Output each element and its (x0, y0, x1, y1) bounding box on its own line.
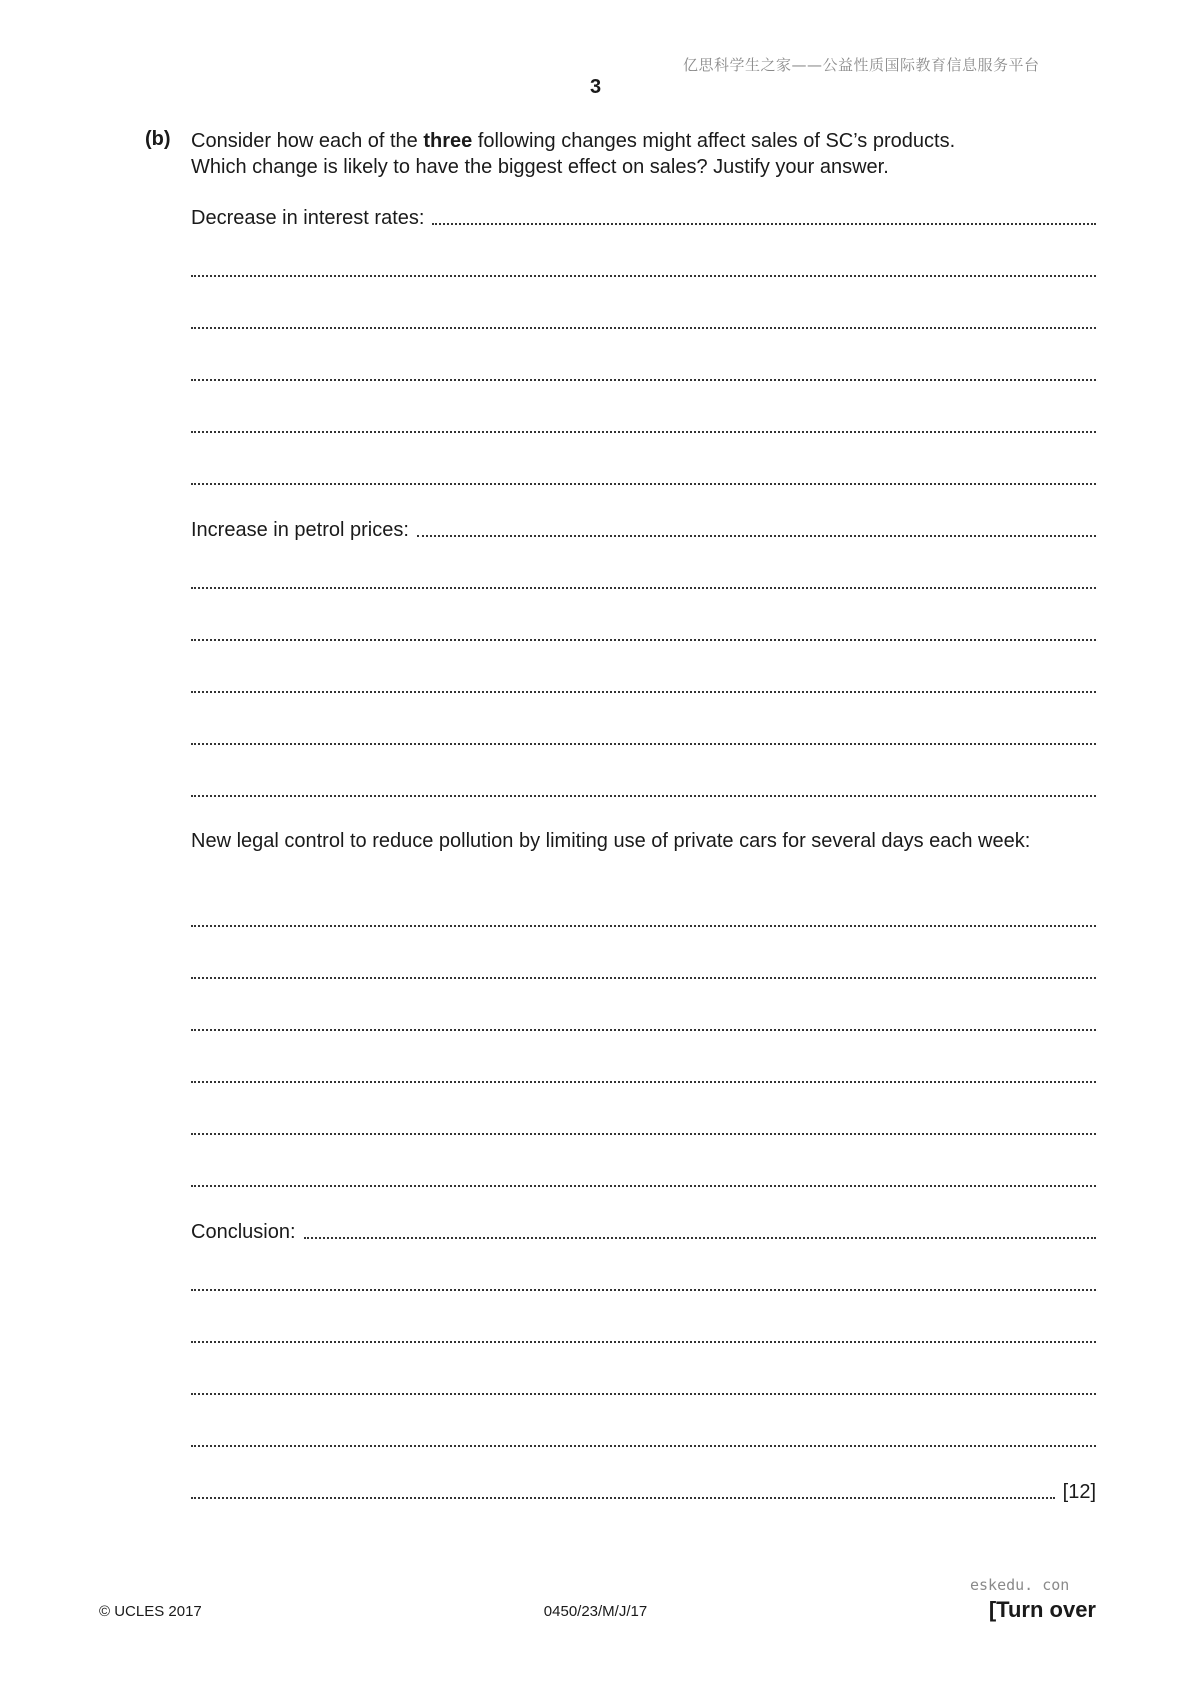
dotted-line (191, 738, 1096, 745)
dotted-line (417, 530, 1096, 537)
dotted-line (191, 322, 1096, 329)
dotted-line (191, 1024, 1096, 1031)
question-line1-post: following changes might affect sales of SC’s products. (472, 130, 956, 152)
question-line1-pre: Consider how each of the (191, 130, 424, 152)
conclusion-label: Conclusion: (191, 1221, 296, 1243)
answer-line-legal-5[interactable] (191, 1114, 1096, 1140)
answer-line-interest-1[interactable] (191, 204, 1096, 230)
dotted-line (191, 972, 1096, 979)
question-text (191, 128, 1091, 180)
dotted-line (191, 1492, 1055, 1499)
answer-line-conclusion-5[interactable] (191, 1426, 1096, 1452)
dotted-line (304, 1232, 1096, 1239)
answer-line-petrol-5[interactable] (191, 724, 1096, 750)
dotted-line (191, 478, 1096, 485)
dotted-line (191, 920, 1096, 927)
answer-line-conclusion-1[interactable] (191, 1218, 1096, 1244)
dotted-line (191, 1440, 1096, 1447)
question-label: (b) (145, 128, 171, 150)
dotted-line (191, 270, 1096, 277)
dotted-line (191, 1388, 1096, 1395)
copyright: © UCLES 2017 (99, 1603, 202, 1620)
legal-statement: New legal control to reduce pollution by limiting use of private cars for several days each week: (191, 830, 1031, 852)
answer-line-petrol-6[interactable] (191, 776, 1096, 802)
answer-line-petrol-4[interactable] (191, 672, 1096, 698)
dotted-line (191, 790, 1096, 797)
answer-line-interest-5[interactable] (191, 412, 1096, 438)
turn-over: [Turn over (988, 1597, 1096, 1622)
dotted-line (191, 634, 1096, 641)
petrol-label: Increase in petrol prices: (191, 519, 409, 541)
answer-line-legal-4[interactable] (191, 1062, 1096, 1088)
answer-line-legal-1[interactable] (191, 906, 1096, 932)
question-line1-bold: three (423, 130, 473, 152)
answer-line-legal-3[interactable] (191, 1010, 1096, 1036)
dotted-line (191, 1076, 1096, 1083)
dotted-line (191, 1128, 1096, 1135)
question-line2: Which change is likely to have the biggest effect on sales? Justify your answer. (191, 156, 889, 178)
answer-line-legal-2[interactable] (191, 958, 1096, 984)
dotted-line (432, 218, 1096, 225)
interest-label: Decrease in interest rates: (191, 207, 425, 229)
page-number: 3 (589, 76, 602, 98)
answer-line-interest-6[interactable] (191, 464, 1096, 490)
dotted-line (191, 1336, 1096, 1343)
answer-line-petrol-2[interactable] (191, 568, 1096, 594)
answer-line-interest-2[interactable] (191, 256, 1096, 282)
dotted-line (191, 1180, 1096, 1187)
answer-line-conclusion-4[interactable] (191, 1374, 1096, 1400)
dotted-line (191, 1284, 1096, 1291)
answer-line-conclusion-2[interactable] (191, 1270, 1096, 1296)
dotted-line (191, 686, 1096, 693)
answer-line-interest-4[interactable] (191, 360, 1096, 386)
footer-watermark: eskedu. con (970, 1576, 1070, 1594)
answer-line-interest-3[interactable] (191, 308, 1096, 334)
dotted-line (191, 374, 1096, 381)
paper-code: 0450/23/M/J/17 (543, 1603, 648, 1620)
answer-line-conclusion-6[interactable] (191, 1478, 1096, 1504)
answer-line-legal-6[interactable] (191, 1166, 1096, 1192)
answer-line-petrol-1[interactable] (191, 516, 1096, 542)
marks-label: [12] (1062, 1481, 1096, 1503)
dotted-line (191, 426, 1096, 433)
answer-line-conclusion-3[interactable] (191, 1322, 1096, 1348)
answer-line-petrol-3[interactable] (191, 620, 1096, 646)
header-watermark: 亿思科学生之家——公益性质国际教育信息服务平台 (683, 56, 1040, 74)
dotted-line (191, 582, 1096, 589)
